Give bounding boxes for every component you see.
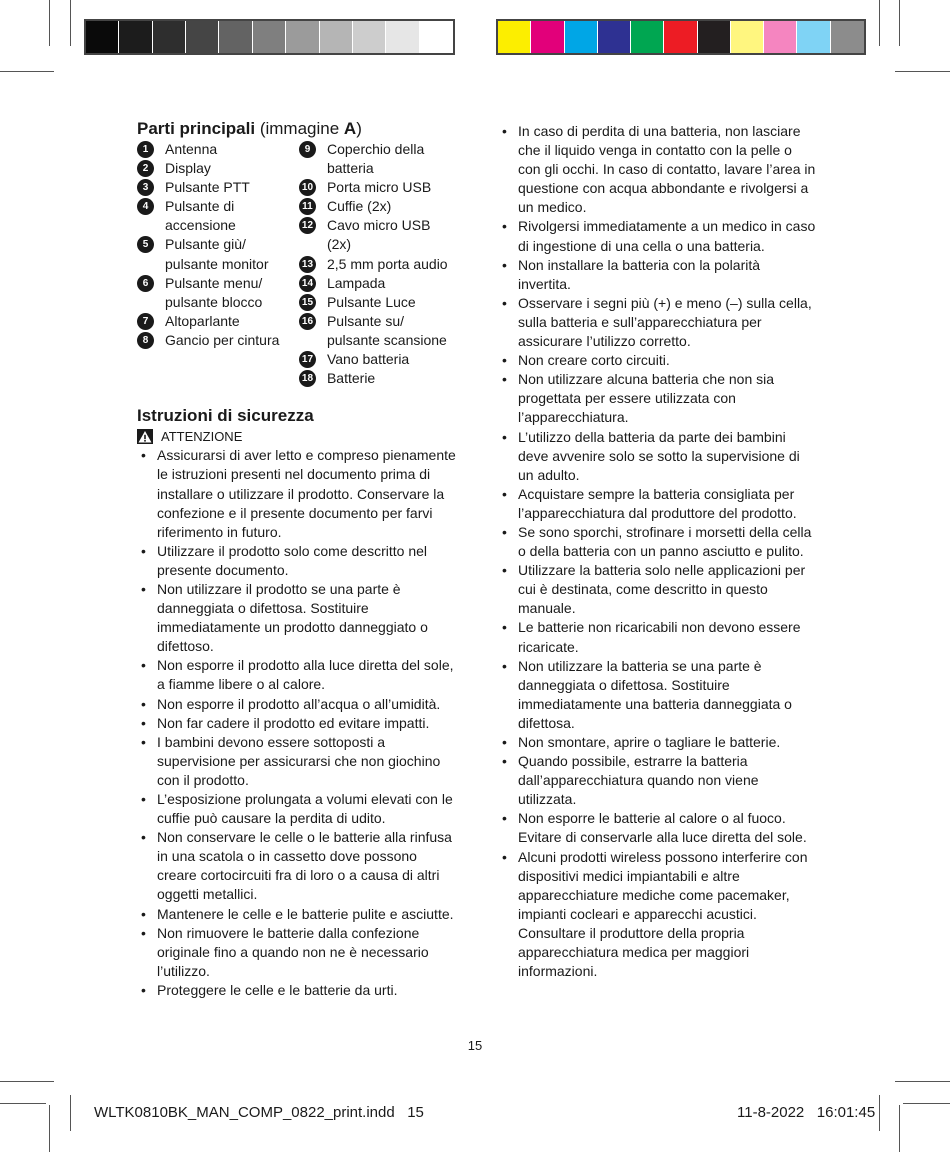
safety-item: • Non conservare le celle o le batterie alla rinfusa in una scatola o in cassetto dove possono creare cortocircuiti fra di loro o a causa di altri oggetti metallici.: [137, 828, 457, 904]
part-item: [137, 274, 299, 312]
parts-heading: Parti principali (immagine A): [137, 119, 362, 138]
crop-mark: [903, 1103, 950, 1104]
part-label: Pulsante PTT: [165, 179, 250, 196]
safety-item: • L’utilizzo della batteria da parte dei bambini deve avvenire solo se sotto la supervisione di un adulto.: [498, 428, 816, 485]
part-number-badge: 11: [299, 198, 316, 215]
part-label: Gancio per cintura: [165, 331, 280, 348]
safety-item: • Acquistare sempre la batteria consigliata per l’apparecchiatura dal produttore del prodotto.: [498, 485, 816, 523]
safety-heading: Istruzioni di sicurezza: [137, 406, 314, 426]
part-number-badge: 7: [137, 313, 154, 330]
color-swatch: [764, 21, 797, 53]
part-number-badge: 5: [137, 236, 154, 253]
color-swatch: [731, 21, 764, 53]
part-label: Pulsante di accensione: [165, 198, 236, 234]
part-number-badge: 18: [299, 370, 316, 387]
color-swatch: [186, 21, 219, 53]
color-swatch: [531, 21, 564, 53]
crop-mark: [895, 1081, 950, 1082]
safety-item: • Non far cadere il prodotto ed evitare impatti.: [137, 714, 457, 733]
safety-item: • Utilizzare il prodotto solo come descritto nel presente documento.: [137, 542, 457, 580]
part-item: [299, 274, 457, 293]
safety-item: • Non utilizzare la batteria se una parte è danneggiata o difettosa. Sostituire immediatamente una batteria danneggiata o difettosa.: [498, 657, 816, 733]
safety-list-right: [498, 122, 816, 981]
color-swatch: [698, 21, 731, 53]
crop-mark: [70, 1095, 71, 1131]
crop-mark: [49, 0, 50, 46]
safety-item: • Non esporre il prodotto all’acqua o all’umidità.: [137, 695, 457, 714]
color-swatch: [565, 21, 598, 53]
part-item: [299, 140, 457, 178]
color-swatch: [420, 21, 453, 53]
parts-list-col1: [137, 140, 299, 388]
color-swatch: [320, 21, 353, 53]
safety-item: • Mantenere le celle e le batterie pulite e asciutte.: [137, 905, 457, 924]
part-label: Pulsante Luce: [326, 293, 416, 310]
safety-item: • L’esposizione prolungata a volumi elevati con le cuffie può causare la perdita di udito.: [137, 790, 457, 828]
parts-list-col2: [299, 140, 457, 388]
crop-mark: [899, 0, 900, 46]
part-label: Pulsante su/ pulsante scansione: [326, 312, 447, 348]
safety-item: • Se sono sporchi, strofinare i morsetti della cella o della batteria con un panno asciutto e pulito.: [498, 523, 816, 561]
parts-list: [137, 140, 457, 388]
left-column: [137, 118, 457, 1000]
part-label: Display: [165, 160, 211, 177]
safety-item: • Rivolgersi immediatamente a un medico in caso di ingestione di una cella o una batteria.: [498, 217, 816, 255]
part-number-badge: 9: [299, 141, 316, 158]
safety-item: • Non smontare, aprire o tagliare le batterie.: [498, 733, 816, 752]
part-item: [299, 312, 457, 350]
safety-item: • Non creare corto circuiti.: [498, 351, 816, 370]
part-item: [137, 235, 299, 273]
crop-mark: [879, 0, 880, 46]
part-item: [299, 178, 457, 197]
part-number-badge: 1: [137, 141, 154, 158]
part-item: [137, 140, 299, 159]
part-item: [299, 369, 457, 388]
part-item: [299, 255, 457, 274]
part-number-badge: 13: [299, 256, 316, 273]
part-label: Batterie: [326, 370, 376, 387]
right-column: [498, 118, 816, 981]
part-label: Cuffie (2x): [326, 198, 392, 215]
part-number-badge: 15: [299, 294, 316, 311]
safety-item: • Non utilizzare il prodotto se una parte è danneggiata o difettosa. Sostituire immediatamente un prodotto danneggiato o difettoso.: [137, 580, 457, 656]
part-number-badge: 2: [137, 160, 154, 177]
warning-triangle-icon: [137, 429, 153, 444]
part-item: [299, 197, 457, 216]
part-label: Altoparlante: [165, 312, 240, 329]
part-number-badge: 10: [299, 179, 316, 196]
safety-item: • I bambini devono essere sottoposti a supervisione per assicurarsi che non giochino con il prodotto.: [137, 733, 457, 790]
part-label: 2,5 mm porta audio: [326, 255, 448, 272]
color-swatch: [153, 21, 186, 53]
safety-item: • Quando possibile, estrarre la batteria dall’apparecchiatura quando non viene utilizzata.: [498, 752, 816, 809]
footer-filename: WLTK0810BK_MAN_COMP_0822_print.indd 15: [94, 1104, 424, 1121]
part-item: [137, 197, 299, 235]
part-item: [299, 216, 457, 254]
part-item: [137, 331, 299, 350]
color-swatch: [253, 21, 286, 53]
color-swatch: [386, 21, 419, 53]
safety-item: • Proteggere le celle e le batterie da urti.: [137, 981, 457, 1000]
color-swatch: [631, 21, 664, 53]
color-swatch: [119, 21, 152, 53]
crop-mark: [0, 71, 54, 72]
crop-mark: [49, 1105, 50, 1152]
part-number-badge: 12: [299, 217, 316, 234]
part-number-badge: 17: [299, 351, 316, 368]
crop-mark: [899, 1105, 900, 1152]
warning-label: ATTENZIONE: [161, 429, 243, 445]
part-label: Cavo micro USB (2x): [326, 217, 431, 253]
part-label: Antenna: [165, 141, 218, 157]
grayscale-calibration-bar: [84, 19, 455, 55]
part-item: [137, 159, 299, 178]
crop-mark: [879, 1095, 880, 1131]
part-item: [299, 293, 457, 312]
safety-item: • Assicurarsi di aver letto e compreso pienamente le istruzioni presenti nel documento prima di installare o utilizzare il prodotto. Conservare la confezione e il presente documento per farvi riferimento in futuro.: [137, 446, 457, 541]
color-swatch: [219, 21, 252, 53]
part-label: Pulsante menu/ pulsante blocco: [165, 274, 263, 310]
safety-item: • In caso di perdita di una batteria, non lasciare che il liquido venga in contatto con la pelle o con gli occhi. In caso di contatto, lavare l’area in questione con acqua abbondante e rivolgersi a un medico.: [498, 122, 816, 217]
part-item: [137, 312, 299, 331]
color-swatch: [86, 21, 119, 53]
part-number-badge: 16: [299, 313, 316, 330]
page-number: 15: [467, 1038, 483, 1053]
part-number-badge: 8: [137, 332, 154, 349]
part-label: Lampada: [326, 274, 386, 291]
crop-mark: [70, 0, 71, 46]
warning-line: [137, 427, 457, 446]
safety-item: • Le batterie non ricaricabili non devono essere ricaricate.: [498, 618, 816, 656]
color-calibration-bar: [496, 19, 866, 55]
crop-mark: [895, 71, 950, 72]
part-number-badge: 14: [299, 275, 316, 292]
safety-item: • Utilizzare la batteria solo nelle applicazioni per cui è destinata, come descritto in questo manuale.: [498, 561, 816, 618]
part-number-badge: 3: [137, 179, 154, 196]
safety-list-left: [137, 446, 457, 1000]
part-item: [299, 350, 457, 369]
part-number-badge: 6: [137, 275, 154, 292]
color-swatch: [831, 21, 864, 53]
safety-item: • Non utilizzare alcuna batteria che non sia progettata per essere utilizzata con l’apparecchiatura.: [498, 370, 816, 427]
color-swatch: [498, 21, 531, 53]
color-swatch: [286, 21, 319, 53]
color-swatch: [598, 21, 631, 53]
safety-item: • Non rimuovere le batterie dalla confezione originale fino a quando non ne è necessario l’utilizzo.: [137, 924, 457, 981]
safety-item: • Non esporre il prodotto alla luce diretta del sole, a fiamme libere o al calore.: [137, 656, 457, 694]
safety-item: • Osservare i segni più (+) e meno (–) sulla cella, sulla batteria e sull’apparecchiatura per assicurare l’utilizzo corretto.: [498, 294, 816, 351]
color-swatch: [797, 21, 830, 53]
safety-item: • Alcuni prodotti wireless possono interferire con dispositivi medici impiantabili e altre apparecchiature mediche come pacemaker, impianti cocleari e apparecchi acustici. Consultare il produttore della propria apparecchiatura medica per maggiori informazioni.: [498, 848, 816, 982]
crop-mark: [0, 1081, 54, 1082]
part-item: [137, 178, 299, 197]
safety-item: • Non installare la batteria con la polarità invertita.: [498, 256, 816, 294]
part-label: Coperchio della batteria: [326, 141, 425, 177]
part-label: Porta micro USB: [326, 179, 432, 196]
part-label: Pulsante giù/ pulsante monitor: [165, 236, 269, 272]
crop-mark: [0, 1103, 46, 1104]
safety-item: • Non esporre le batterie al calore o al fuoco. Evitare di conservarle alla luce diretta del sole.: [498, 809, 816, 847]
color-swatch: [353, 21, 386, 53]
part-label: Vano batteria: [326, 351, 410, 368]
footer-timestamp: 11-8-2022 16:01:45: [737, 1104, 876, 1121]
part-number-badge: 4: [137, 198, 154, 215]
color-swatch: [664, 21, 697, 53]
